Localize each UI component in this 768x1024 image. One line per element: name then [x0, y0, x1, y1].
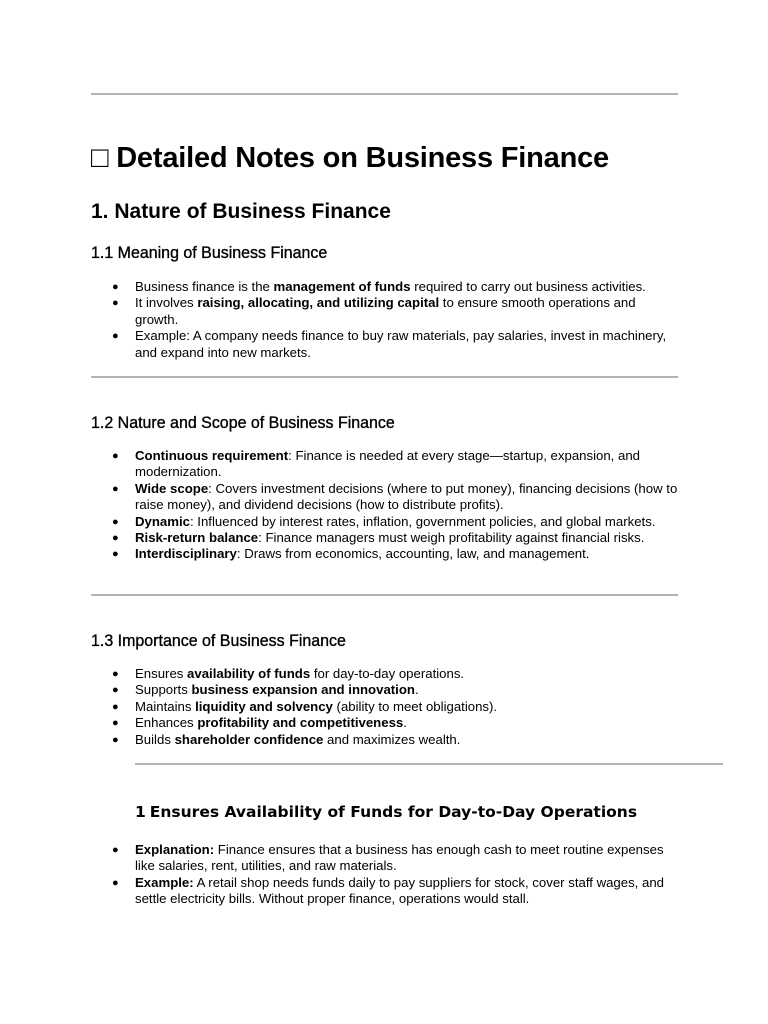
bullet-icon: ●: [112, 450, 119, 462]
list-item: ● Dynamic: Influenced by interest rates, inflation, government policies, and global markets.: [112, 513, 656, 529]
list-item: ● Interdisciplinary: Draws from economics, accounting, law, and management.: [112, 546, 590, 562]
meaning-list: [91, 279, 681, 361]
bullet-icon: ●: [112, 515, 119, 528]
section-heading-nature: 1. Nature of Business Finance: [91, 200, 391, 223]
title-text: Detailed Notes on Business Finance: [116, 142, 609, 174]
list-item: ● Enhances profitability and competitiveness.: [112, 715, 407, 731]
bullet-icon: ●: [112, 281, 119, 293]
nature-scope-list: [91, 448, 681, 563]
subheading-importance: 1.3 Importance of Business Finance: [91, 631, 346, 650]
list-item: ● Wide scope: Covers investment decisions (where to put money), financing decisions (how to raise money), and dividend decisions (how to distribute profits).: [112, 480, 678, 513]
section-divider: [91, 594, 678, 596]
bullet-icon: ●: [112, 733, 119, 746]
list-item: ● Continuous requirement: Finance is needed at every stage—startup, expansion, and modernization.: [112, 448, 641, 480]
bullet-icon: ●: [112, 482, 119, 495]
list-item: ● Example: A company needs finance to buy raw materials, pay salaries, invest in machinery, and expand into new markets.: [112, 328, 667, 360]
bullet-icon: ●: [112, 668, 119, 680]
subheading-meaning: 1.1 Meaning of Business Finance: [91, 243, 328, 262]
bullet-icon: ●: [112, 876, 119, 889]
bullet-icon: ●: [112, 297, 119, 310]
importance-list: [91, 666, 681, 748]
availability-list: [91, 842, 681, 908]
top-divider: [91, 93, 678, 95]
list-item: ● Ensures availability of funds for day-to-day operations.: [112, 666, 465, 681]
bullet-icon: ●: [112, 717, 119, 730]
title-icon: □: [91, 142, 109, 174]
point-number: 1: [135, 803, 146, 821]
list-item: ● Explanation: Finance ensures that a business has enough cash to meet routine expenses like salaries, rent, utilities, and raw materials.: [112, 842, 664, 874]
bullet-icon: ●: [112, 532, 119, 545]
bullet-icon: ●: [112, 330, 119, 343]
section-divider: [91, 376, 678, 378]
page-title: [91, 142, 609, 175]
list-item: ● Risk-return balance: Finance managers must weigh profitability against financial risks.: [112, 530, 645, 546]
list-item: ● It involves raising, allocating, and utilizing capital to ensure smooth operations and growth.: [112, 295, 636, 327]
subsection-divider: [135, 763, 723, 765]
bullet-icon: ●: [112, 548, 119, 561]
bullet-icon: ●: [112, 844, 119, 856]
bullet-icon: ●: [112, 684, 119, 697]
point-heading-availability: [135, 803, 637, 821]
list-item: ● Builds shareholder confidence and maximizes wealth.: [112, 731, 461, 747]
list-item: ● Supports business expansion and innovation.: [112, 682, 419, 698]
bullet-icon: ●: [112, 700, 119, 713]
list-item: ● Business finance is the management of funds required to carry out business activities.: [112, 279, 646, 294]
list-item: ● Maintains liquidity and solvency (ability to meet obligations).: [112, 698, 498, 714]
list-item: ● Example: A retail shop needs funds daily to pay suppliers for stock, cover staff wages, and settle electricity bills. Without proper finance, operations would stall.: [112, 874, 665, 907]
subheading-nature-scope: 1.2 Nature and Scope of Business Finance: [91, 413, 395, 432]
point-heading-text: Ensures Availability of Funds for Day-to-Day Operations: [149, 803, 638, 821]
